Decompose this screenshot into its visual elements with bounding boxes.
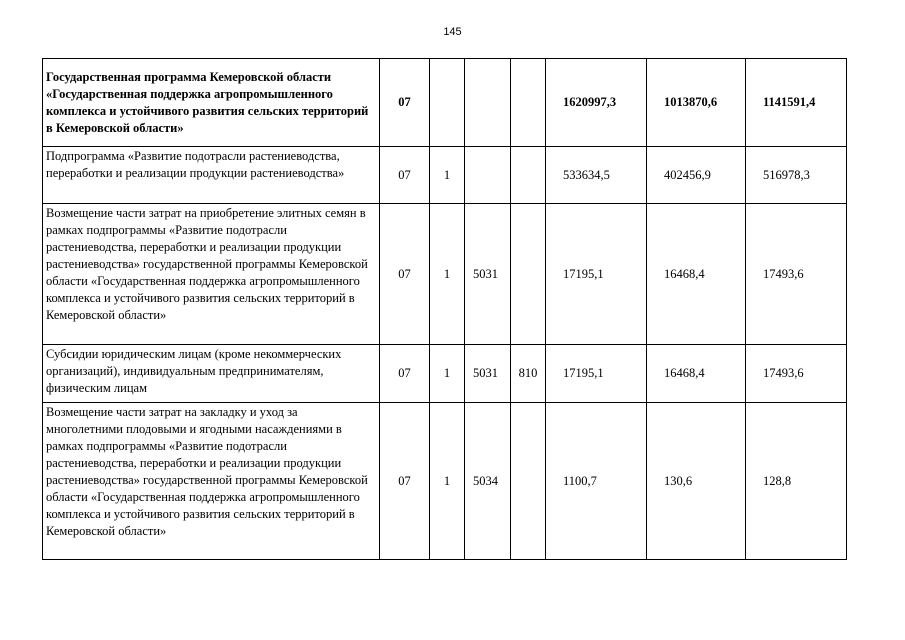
row-name: Подпрограмма «Развитие подотрасли растениеводства, переработки и реализации продукции растениеводства» xyxy=(43,147,380,204)
amount-year-1: 17195,1 xyxy=(546,345,647,403)
row-name: Субсидии юридическим лицам (кроме некоммерческих организаций), индивидуальным предпринимателям, физическим лицам xyxy=(43,345,380,403)
amount-year-2: 130,6 xyxy=(647,403,746,560)
section-code: 07 xyxy=(380,147,430,204)
article-code: 5034 xyxy=(465,403,511,560)
table-row xyxy=(43,345,847,403)
expense-type-code: 810 xyxy=(511,345,546,403)
amount-year-3: 17493,6 xyxy=(746,345,847,403)
amount-year-3: 128,8 xyxy=(746,403,847,560)
subprogram-code: 1 xyxy=(430,147,465,204)
article-code: 5031 xyxy=(465,345,511,403)
amount-year-2: 402456,9 xyxy=(647,147,746,204)
amount-year-1: 1620997,3 xyxy=(546,59,647,147)
amount-year-1: 533634,5 xyxy=(546,147,647,204)
amount-year-3: 516978,3 xyxy=(746,147,847,204)
section-code: 07 xyxy=(380,345,430,403)
subprogram-code: 1 xyxy=(430,403,465,560)
article-code xyxy=(465,59,511,147)
expense-type-code xyxy=(511,59,546,147)
expense-type-code xyxy=(511,403,546,560)
amount-year-1: 17195,1 xyxy=(546,204,647,345)
section-code: 07 xyxy=(380,403,430,560)
amount-year-2: 16468,4 xyxy=(647,345,746,403)
table-row xyxy=(43,403,847,560)
table-row xyxy=(43,204,847,345)
amount-year-2: 16468,4 xyxy=(647,204,746,345)
page-number: 145 xyxy=(443,26,462,38)
article-code xyxy=(465,147,511,204)
table-row xyxy=(43,147,847,204)
row-name: Государственная программа Кемеровской области «Государственная поддержка агропромышленного комплекса и устойчивого развития сельских территорий в Кемеровской области» xyxy=(43,59,380,147)
subprogram-code: 1 xyxy=(430,204,465,345)
amount-year-3: 17493,6 xyxy=(746,204,847,345)
expense-type-code xyxy=(511,204,546,345)
subprogram-code xyxy=(430,59,465,147)
section-code: 07 xyxy=(380,59,430,147)
expense-type-code xyxy=(511,147,546,204)
table-row xyxy=(43,59,847,147)
amount-year-3: 1141591,4 xyxy=(746,59,847,147)
subprogram-code: 1 xyxy=(430,345,465,403)
amount-year-2: 1013870,6 xyxy=(647,59,746,147)
row-name: Возмещение части затрат на приобретение элитных семян в рамках подпрограммы «Развитие подотрасли растениеводства, переработки и реализации продукции растениеводства» государственной программы Кемеровской области «Государственная поддержка агропромышленного комплекса и устойчивого развития сельских территорий в Кемеровской области» xyxy=(43,204,380,345)
article-code: 5031 xyxy=(465,204,511,345)
section-code: 07 xyxy=(380,204,430,345)
budget-table xyxy=(42,58,847,560)
amount-year-1: 1100,7 xyxy=(546,403,647,560)
row-name: Возмещение части затрат на закладку и уход за многолетними плодовыми и ягодными насаждениями в рамках подпрограммы «Развитие подотрасли растениеводства, переработки и реализации продукции растениеводства» государственной программы Кемеровской области «Государственная поддержка агропромышленного комплекса и устойчивого развития сельских территорий в Кемеровской области» xyxy=(43,403,380,560)
